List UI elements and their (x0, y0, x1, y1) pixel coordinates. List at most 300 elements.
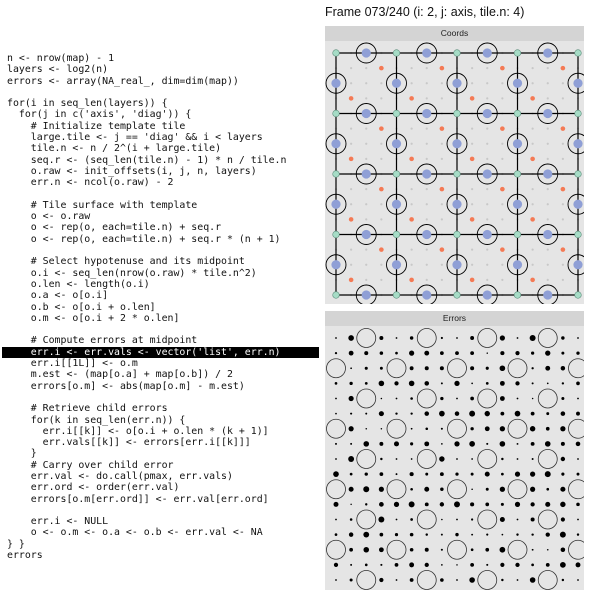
vertex-point (454, 110, 461, 117)
error-dot (456, 519, 458, 521)
error-ring (538, 571, 557, 590)
midpoint-dot (513, 200, 522, 209)
midpoint-dot (422, 230, 431, 239)
error-dot (470, 502, 474, 506)
vertex-point (393, 292, 400, 299)
error-dot (531, 533, 533, 535)
error-dot (409, 381, 415, 387)
grid-point (486, 264, 488, 266)
midpoint-dot (483, 230, 492, 239)
error-dot (576, 382, 580, 386)
midpoint-dot (543, 48, 552, 57)
grid-point (532, 188, 534, 190)
error-dot (396, 458, 398, 460)
error-dot (531, 412, 535, 416)
grid-point (365, 128, 367, 130)
error-dot (485, 411, 490, 416)
error-dot (456, 398, 458, 400)
error-dot (396, 579, 398, 581)
code-line: err.i[[k]] <- o[o.i + o.len * (k + 1)] (7, 425, 269, 437)
child-point (349, 96, 354, 101)
error-dot (349, 487, 354, 492)
vertex-point (514, 292, 521, 299)
grid-point (350, 67, 352, 69)
midpoint-dot (392, 260, 401, 269)
grid-point (562, 203, 564, 205)
error-dot (350, 518, 353, 521)
error-dot (411, 428, 413, 430)
error-dot (410, 472, 414, 476)
midpoint-dot (573, 200, 582, 209)
code-line: err.i[[1L]] <- o.m (7, 358, 138, 370)
error-dot (517, 579, 519, 581)
grid-point (486, 188, 488, 190)
grid-point (532, 264, 534, 266)
error-dot (350, 413, 352, 415)
error-ring (508, 419, 527, 438)
grid-point (380, 143, 382, 145)
error-dot (424, 351, 429, 356)
error-dot (410, 442, 413, 445)
error-dot (530, 472, 535, 477)
grid-point (365, 279, 367, 281)
error-dot (394, 502, 399, 507)
error-dot (531, 442, 535, 446)
error-dot (455, 411, 460, 416)
error-dot (486, 534, 488, 536)
error-dot (560, 487, 565, 492)
error-dot (501, 473, 504, 476)
code-line: o <- rep(o, each=tile.n) + seq.r * (n + 1) (7, 233, 281, 245)
code-line (7, 189, 319, 200)
frame-title: Frame 073/240 (i: 2, j: axis, tile.n: 4) (325, 5, 525, 19)
code-line (7, 505, 319, 516)
error-dot (424, 441, 429, 446)
error-dot (560, 562, 566, 568)
error-dot (502, 534, 504, 536)
error-dot (365, 413, 367, 415)
grid-point (365, 203, 367, 205)
grid-point (547, 82, 549, 84)
grid-point (380, 97, 382, 99)
grid-point (471, 264, 473, 266)
error-dot (410, 518, 413, 521)
grid-point (471, 203, 473, 205)
code-line: o.raw <- init_offsets(i, j, n, layers) (7, 165, 257, 177)
error-dot (561, 442, 565, 446)
grid-point (365, 218, 367, 220)
grid-point (350, 188, 352, 190)
code-line: o.i <- seq_len(nrow(o.raw) * tile.n^2) (7, 267, 257, 279)
error-ring (478, 389, 497, 408)
error-dot (577, 337, 579, 339)
error-ring (417, 450, 436, 469)
error-ring (448, 540, 467, 559)
child-point (470, 278, 475, 283)
error-dot (380, 458, 382, 460)
error-dot (380, 472, 384, 476)
vertex-point (514, 50, 521, 57)
error-dot (485, 503, 489, 507)
error-dot (335, 443, 337, 445)
grid-point (441, 203, 443, 205)
grid-point (350, 264, 352, 266)
error-ring (417, 389, 436, 408)
midpoint-dot (543, 169, 552, 178)
error-dot (471, 548, 474, 551)
child-point (409, 278, 414, 283)
grid-point (426, 97, 428, 99)
grid-point (426, 218, 428, 220)
grid-point (426, 264, 428, 266)
error-dot (500, 335, 505, 340)
error-dot (380, 533, 384, 537)
error-dot (349, 426, 354, 431)
error-dot (395, 533, 398, 536)
error-dot (441, 534, 443, 536)
midpoint-dot (573, 79, 582, 88)
midpoint-dot (543, 290, 552, 299)
error-dot (454, 441, 459, 446)
error-dot (470, 397, 474, 401)
error-dot (350, 504, 351, 505)
error-dot (441, 428, 443, 430)
error-dot (470, 336, 474, 340)
error-ring (357, 450, 376, 469)
midpoint-dot (422, 169, 431, 178)
error-dot (425, 548, 429, 552)
error-dot (440, 397, 443, 400)
error-dot (577, 533, 579, 535)
error-dot (576, 442, 581, 447)
grid-point (411, 67, 413, 69)
error-dot (395, 563, 399, 567)
error-ring (569, 480, 585, 499)
error-dot (545, 366, 550, 371)
grid-point (426, 82, 428, 84)
error-dot (486, 443, 488, 445)
error-dot (531, 367, 533, 369)
midpoint-dot (483, 48, 492, 57)
midpoint-dot (362, 48, 371, 57)
grid-point (380, 264, 382, 266)
error-dot (471, 458, 473, 460)
error-dot (410, 412, 412, 414)
error-dot (500, 487, 505, 492)
grid-point (365, 249, 367, 251)
error-dot (380, 351, 384, 355)
grid-point (532, 203, 534, 205)
error-dot (335, 413, 337, 415)
grid-point (365, 97, 367, 99)
error-ring (538, 510, 557, 529)
code-line: err.n <- ncol(o.raw) - 2 (7, 177, 174, 189)
error-dot (487, 352, 489, 354)
child-point (440, 126, 445, 131)
grid-point (380, 203, 382, 205)
error-dot (395, 352, 398, 355)
error-dot (335, 398, 337, 400)
grid-point (486, 249, 488, 251)
error-dot (379, 336, 383, 340)
errors-plot (325, 326, 584, 590)
error-dot (561, 336, 564, 339)
grid-point (380, 279, 382, 281)
midpoint-dot (452, 79, 461, 88)
errors-panel (325, 311, 584, 590)
error-dot (546, 412, 549, 415)
code-line: errors <- array(NA_real_, dim=dim(map)) (7, 75, 239, 87)
grid-point (562, 82, 564, 84)
grid-point (532, 67, 534, 69)
code-line: errors[o.m[err.ord]] <- err.val[err.ord] (7, 493, 269, 505)
child-point (561, 187, 566, 192)
child-point (379, 126, 384, 131)
error-dot (335, 458, 337, 460)
error-dot (562, 579, 564, 581)
error-ring (508, 359, 527, 378)
child-point (500, 66, 505, 71)
child-point (379, 187, 384, 192)
grid-point (365, 143, 367, 145)
error-ring (448, 359, 467, 378)
grid-point (501, 279, 503, 281)
error-dot (577, 458, 579, 460)
child-point (500, 126, 505, 131)
error-dot (365, 428, 367, 430)
grid-point (532, 128, 534, 130)
vertex-point (333, 171, 340, 178)
error-ring (327, 480, 346, 499)
vertex-point (575, 292, 582, 299)
error-dot (365, 382, 368, 385)
error-dot (365, 472, 368, 475)
error-dot (515, 381, 519, 385)
error-dot (455, 533, 458, 536)
child-point (561, 66, 566, 71)
error-dot (546, 532, 550, 536)
error-dot (486, 367, 489, 370)
error-dot (365, 367, 368, 370)
grid-point (426, 67, 428, 69)
midpoint-dot (331, 200, 340, 209)
vertex-point (393, 50, 400, 57)
error-dot (394, 441, 399, 446)
error-dot (517, 519, 519, 521)
error-ring (387, 480, 406, 499)
error-dot (335, 352, 337, 354)
error-dot (500, 381, 505, 386)
midpoint-dot (513, 260, 522, 269)
midpoint-dot (392, 79, 401, 88)
grid-point (501, 218, 503, 220)
error-ring (569, 540, 585, 559)
error-dot (350, 578, 353, 581)
error-dot (576, 351, 579, 354)
vertex-point (514, 231, 521, 238)
error-dot (410, 336, 413, 339)
error-dot (532, 398, 534, 400)
error-dot (469, 411, 475, 417)
error-dot (424, 487, 429, 492)
error-dot (411, 458, 413, 460)
child-point (561, 126, 566, 131)
error-dot (560, 532, 566, 538)
error-dot (349, 382, 352, 385)
error-dot (471, 473, 474, 476)
grid-point (411, 264, 413, 266)
vertex-point (454, 171, 461, 178)
error-dot (517, 458, 519, 460)
error-ring (417, 571, 436, 590)
child-point (470, 217, 475, 222)
error-ring (357, 571, 376, 590)
error-dot (561, 457, 565, 461)
error-dot (561, 547, 566, 552)
vertex-point (514, 110, 521, 117)
code-line: err.val <- do.call(pmax, err.vals) (7, 470, 233, 482)
error-dot (561, 517, 565, 521)
error-ring (327, 419, 346, 438)
code-line (7, 87, 319, 98)
error-dot (530, 335, 536, 341)
child-point (440, 247, 445, 252)
error-dot (363, 547, 369, 553)
error-dot (530, 577, 536, 583)
error-dot (501, 503, 504, 506)
grid-point (471, 67, 473, 69)
error-dot (424, 411, 429, 416)
error-dot (456, 579, 458, 581)
error-dot (350, 473, 353, 476)
error-dot (561, 473, 564, 476)
grid-point (547, 158, 549, 160)
error-dot (380, 367, 383, 370)
code-line: for(i in seq_len(layers)) { (7, 98, 168, 110)
error-dot (531, 352, 534, 355)
grid-point (441, 143, 443, 145)
midpoint-dot (483, 109, 492, 118)
child-point (530, 157, 535, 162)
midpoint-dot (483, 290, 492, 299)
child-point (409, 96, 414, 101)
error-ring (357, 389, 376, 408)
error-dot (441, 382, 443, 384)
error-dot (547, 549, 549, 551)
error-dot (425, 563, 429, 567)
error-dot (378, 517, 384, 523)
code-line: errors[o.m] <- abs(map[o.m] - m.est) (7, 380, 245, 392)
grid-point (365, 158, 367, 160)
error-ring (569, 359, 585, 378)
error-dot (410, 578, 414, 582)
error-dot (381, 398, 383, 400)
vertex-point (333, 50, 340, 57)
error-dot (530, 426, 535, 431)
error-ring (387, 359, 406, 378)
error-dot (426, 533, 428, 535)
error-dot (424, 381, 429, 386)
grid-point (547, 188, 549, 190)
error-dot (441, 519, 443, 521)
error-dot (425, 502, 429, 506)
error-dot (335, 579, 337, 581)
error-dot (440, 366, 444, 370)
error-dot (500, 441, 506, 447)
error-dot (439, 411, 445, 417)
grid-point (471, 249, 473, 251)
error-ring (569, 419, 585, 438)
grid-point (547, 264, 549, 266)
error-dot (410, 397, 413, 400)
code-line: large.tile <- j == 'diag' && i < layers (7, 132, 263, 144)
error-dot (470, 351, 474, 355)
error-dot (577, 579, 579, 581)
error-dot (470, 366, 474, 370)
grid-point (411, 203, 413, 205)
grid-point (547, 249, 549, 251)
grid-point (486, 128, 488, 130)
error-dot (410, 533, 414, 537)
error-dot (560, 426, 565, 431)
grid-point (547, 279, 549, 281)
error-ring (387, 540, 406, 559)
grid-point (441, 97, 443, 99)
grid-point (426, 249, 428, 251)
code-line: tile.n <- n / 2^(i + large.tile) (7, 143, 222, 155)
error-ring (417, 510, 436, 529)
grid-point (471, 128, 473, 130)
midpoint-dot (543, 109, 552, 118)
vertex-point (454, 231, 461, 238)
error-ring (538, 329, 557, 348)
grid-point (380, 158, 382, 160)
grid-point (471, 82, 473, 84)
error-dot (561, 352, 564, 355)
error-dot (454, 501, 460, 507)
child-point (561, 247, 566, 252)
grid-point (426, 158, 428, 160)
code-line: # Select hypotenuse and its midpoint (7, 256, 245, 268)
code-line: for(k in seq_len(err.n)) { (7, 414, 186, 426)
child-point (500, 247, 505, 252)
code-line: n <- nrow(map) - 1 (7, 53, 115, 64)
child-point (530, 278, 535, 283)
error-dot (455, 473, 458, 476)
error-dot (350, 443, 352, 445)
error-ring (327, 540, 346, 559)
midpoint-dot (331, 79, 340, 88)
code-listing (7, 53, 319, 561)
grid-point (350, 82, 352, 84)
code-line (7, 392, 319, 403)
error-dot (379, 442, 383, 446)
grid-point (411, 249, 413, 251)
vertex-point (333, 231, 340, 238)
grid-point (426, 143, 428, 145)
error-dot (545, 350, 550, 355)
midpoint-dot (543, 230, 552, 239)
error-dot (349, 532, 353, 536)
error-dot (440, 578, 444, 582)
code-line: err.i <- NULL (7, 516, 109, 528)
midpoint-dot (422, 290, 431, 299)
grid-point (562, 218, 564, 220)
error-dot (350, 367, 352, 369)
grid-point (532, 82, 534, 84)
error-dot (501, 579, 503, 581)
error-dot (409, 562, 414, 567)
